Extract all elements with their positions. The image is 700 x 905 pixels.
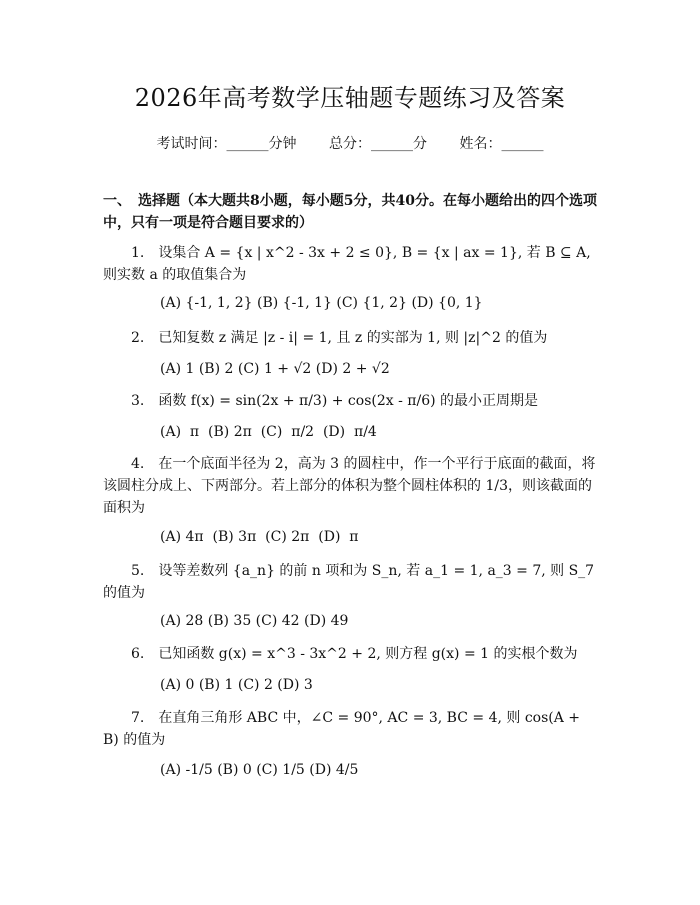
question-4-text: 4. 在一个底面半径为 2，高为 3 的圆柱中，作一个平行于底面的截面，将该圆柱分成上、下两部分。若上部分的体积为整个圆柱体积的 1/3，则该截面的面积为 [103, 456, 596, 516]
exam-time-field: 考试时间：______分钟 [156, 136, 297, 152]
question-3-options: (A) π (B) 2π (C) π/2 (D) π/4 [160, 424, 377, 440]
question-2-text: 2. 已知复数 z 满足 |z - i| = 1, 且 z 的实部为 1, 则 |z|^2 的值为 [131, 330, 548, 346]
question-6-options: (A) 0 (B) 1 (C) 2 (D) 3 [160, 677, 313, 693]
question-3-text: 3. 函数 f(x) = sin(2x + π/3) + cos(2x - π/6) 的最小正周期是 [131, 393, 539, 409]
page-title: 2026年高考数学压轴题专题练习及答案 [134, 84, 566, 112]
question-6-text: 6. 已知函数 g(x) = x^3 - 3x^2 + 2, 则方程 g(x) = 1 的实根个数为 [131, 646, 578, 662]
question-5-text: 5. 设等差数列 {a_n} 的前 n 项和为 S_n, 若 a_1 = 1, a_3 = 7, 则 S_7 的值为 [103, 563, 595, 601]
question-7-options: (A) -1/5 (B) 0 (C) 1/5 (D) 4/5 [160, 762, 359, 778]
question-5-options: (A) 28 (B) 35 (C) 42 (D) 49 [160, 613, 349, 629]
question-2-options: (A) 1 (B) 2 (C) 1 + √2 (D) 2 + √2 [160, 361, 390, 377]
question-7-text: 7. 在直角三角形 ABC 中，∠C = 90°, AC = 3, BC = 4, 则 cos(A + B) 的值为 [103, 710, 581, 748]
exam-meta [0, 133, 700, 153]
question-1-options: (A) {-1, 1, 2} (B) {-1, 1} (C) {1, 2} (D) {0, 1} [160, 295, 483, 311]
question-4-options: (A) 4π (B) 3π (C) 2π (D) π [160, 529, 359, 545]
student-name-field: 姓名：______ [459, 136, 544, 152]
section-heading: 一、 选择题（本大题共8小题，每小题5分，共40分。在每小题给出的四个选项中，只有一项是符合题目要求的） [103, 193, 597, 231]
question-1-text: 1. 设集合 A = {x | x^2 - 3x + 2 ≤ 0}, B = {x | ax = 1}, 若 B ⊆ A, 则实数 a 的取值集合为 [103, 245, 591, 283]
exam-score-field: 总分：______分 [329, 136, 427, 152]
